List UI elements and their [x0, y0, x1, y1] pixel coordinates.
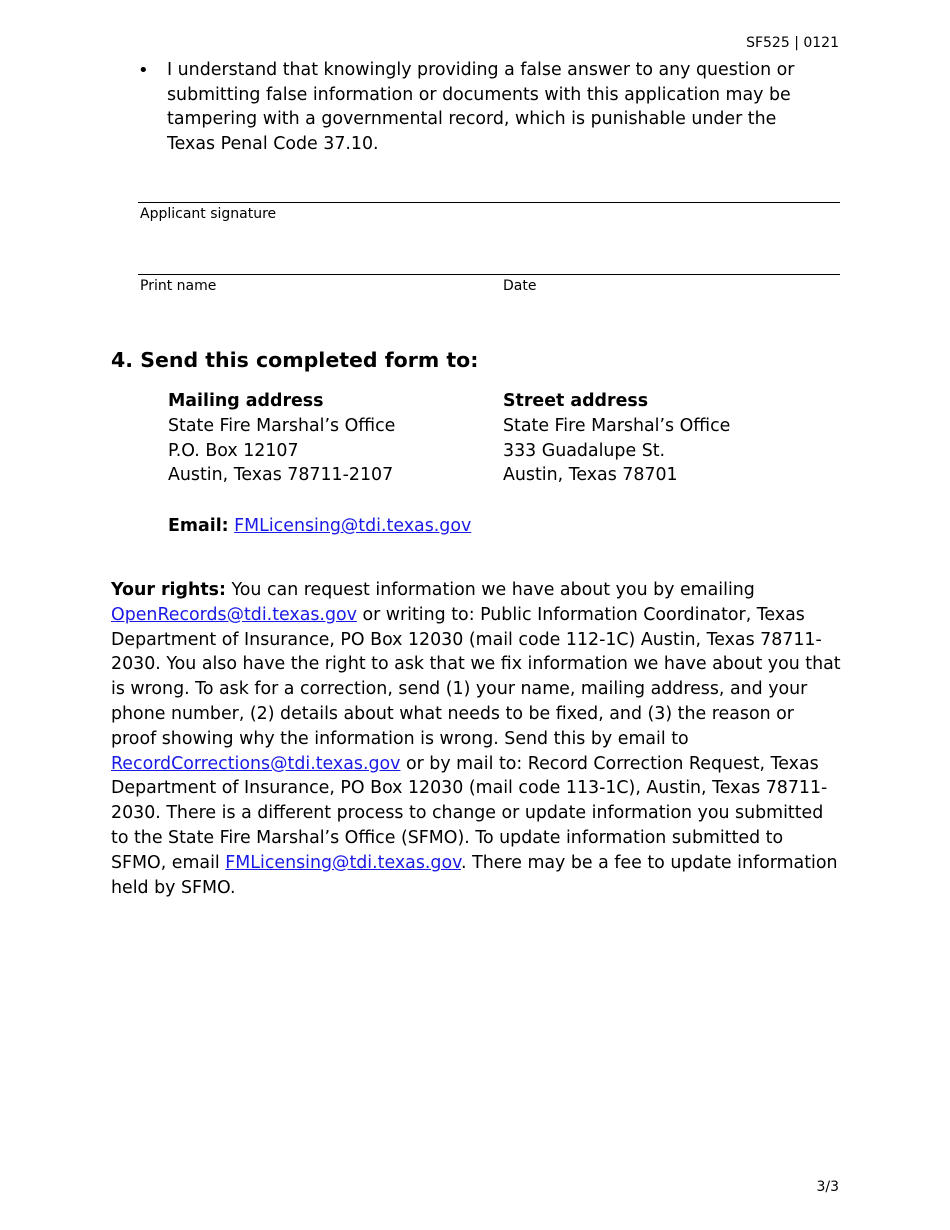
your-rights-paragraph	[111, 578, 841, 900]
street-address-heading: Street address	[503, 391, 649, 411]
street-address-block	[503, 389, 730, 488]
rights-text: or writing to: Public Information Coordinator, Texas Department of Insurance, PO Box 12030 (mail code 112-1C) Austin, Texas 78711-2030. You also have the right to ask that we fix information we have about you that is wrong. To ask for a correction, send (1) your name, mailing address, and your phone number, (2) details about what needs to be fixed, and (3) the reason or proof showing why the information is wrong. Send this by email to	[111, 604, 841, 749]
fm-licensing-email-link[interactable]: FMLicensing@tdi.texas.gov	[234, 516, 472, 536]
email-label: Email:	[168, 516, 229, 536]
street-address-line: State Fire Marshal’s Office	[503, 415, 731, 436]
signature-line[interactable]	[138, 202, 840, 203]
print-name-label: Print name	[140, 278, 217, 294]
mailing-address-line: Austin, Texas 78711-2107	[168, 465, 394, 486]
bullet-icon: •	[138, 60, 149, 81]
mailing-address-heading: Mailing address	[168, 391, 324, 411]
email-line	[168, 516, 471, 536]
mailing-address-line: P.O. Box 12107	[168, 440, 299, 461]
mailing-address-block	[168, 389, 395, 488]
open-records-email-link[interactable]: OpenRecords@tdi.texas.gov	[111, 604, 357, 625]
section-heading: 4. Send this completed form to:	[111, 348, 479, 372]
rights-text: or by mail to: Record Correction Request, Texas Department of Insurance, PO Box 12030 (mail code 113-1C), Austin, Texas 78711-2030. There is a different process to change or update information you submitted to the State Fire Marshal’s Office (SFMO). To update information submitted to SFMO, email	[111, 753, 828, 873]
form-code: SF525 | 0121	[746, 35, 839, 51]
your-rights-label: Your rights:	[111, 580, 226, 600]
rights-text: You can request information we have about you by emailing	[231, 580, 755, 600]
applicant-signature-label: Applicant signature	[140, 206, 277, 222]
print-name-date-line[interactable]	[138, 274, 840, 275]
street-address-line: Austin, Texas 78701	[503, 465, 678, 486]
street-address-line: 333 Guadalupe St.	[503, 440, 666, 461]
record-corrections-email-link[interactable]: RecordCorrections@tdi.texas.gov	[111, 753, 401, 774]
fm-licensing-email-link[interactable]: FMLicensing@tdi.texas.gov	[225, 852, 462, 873]
date-label: Date	[503, 278, 537, 294]
rights-text: . There may be a fee to update information held by SFMO.	[111, 852, 838, 898]
page-number: 3/3	[816, 1179, 839, 1195]
mailing-address-line: State Fire Marshal’s Office	[168, 415, 396, 436]
acknowledgment-text: I understand that knowingly providing a false answer to any question or submitting false information or documents with this application may be tampering with a governmental record, which is punishable under the Texas Penal Code 37.10.	[167, 60, 795, 154]
